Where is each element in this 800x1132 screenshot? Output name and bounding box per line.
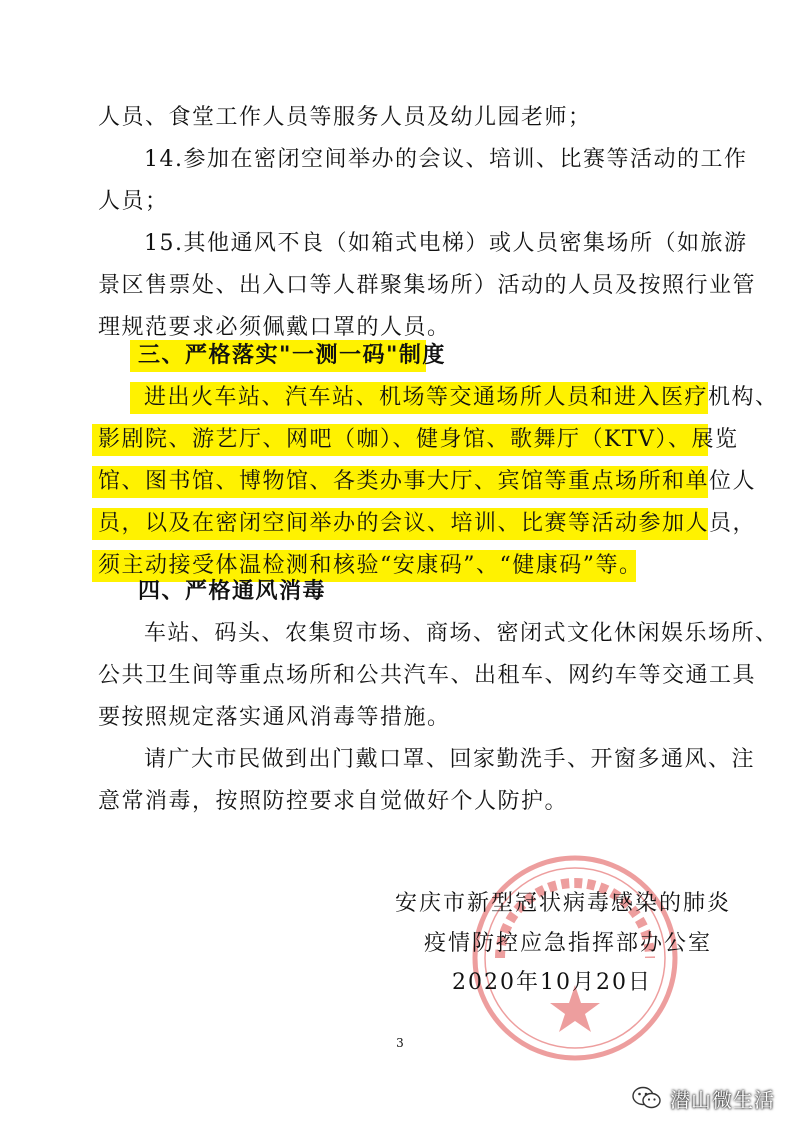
body-line: 车站、码头、农集贸市场、商场、密闭式文化休闲娱乐场所、 bbox=[144, 621, 779, 646]
body-line: 人员、食堂工作人员等服务人员及幼儿园老师； bbox=[98, 105, 592, 130]
body-line: 公共卫生间等重点场所和公共汽车、出租车、网约车等交通工具 bbox=[98, 663, 757, 688]
highlighted-line: 员，以及在密闭空间举办的会议、培训、比赛等活动参加人员， bbox=[98, 511, 757, 536]
highlighted-line: 影剧院、游艺厅、网吧（咖）、健身馆、歌舞厅（KTV）、展览 bbox=[98, 427, 739, 452]
page-number: 3 bbox=[396, 1036, 404, 1050]
wechat-icon bbox=[632, 1085, 662, 1111]
body-line: 理规范要求必须佩戴口罩的人员。 bbox=[98, 315, 451, 340]
body-line: 人员； bbox=[98, 189, 169, 214]
body-line: 意常消毒，按照防控要求自觉做好个人防护。 bbox=[98, 789, 569, 814]
body-line: 14.参加在密闭空间举办的会议、培训、比赛等活动的工作 bbox=[144, 147, 748, 172]
body-line: 请广大市民做到出门戴口罩、回家勤洗手、开窗多通风、注 bbox=[144, 747, 756, 772]
section-heading: 三、严格落实"一测一码"制度 bbox=[138, 343, 446, 368]
body-line: 要按照规定落实通风消毒等措施。 bbox=[98, 705, 451, 730]
watermark-text: 潜山微生活 bbox=[670, 1087, 775, 1112]
signature-date: 2020年10月20日 bbox=[452, 970, 652, 995]
highlighted-line: 进出火车站、汽车站、机场等交通场所人员和进入医疗机构、 bbox=[144, 385, 779, 410]
highlighted-line: 馆、图书馆、博物馆、各类办事大厅、宾馆等重点场所和单位人 bbox=[98, 469, 757, 494]
body-line: 景区售票处、出入口等人群聚集场所）活动的人员及按照行业管 bbox=[98, 273, 757, 298]
signature-org: 安庆市新型冠状病毒感染的肺炎 bbox=[395, 891, 732, 916]
highlighted-line: 须主动接受体温检测和核验“安康码”、“健康码”等。 bbox=[98, 553, 643, 578]
section-heading: 四、严格通风消毒 bbox=[138, 579, 327, 604]
body-line: 15.其他通风不良（如箱式电梯）或人员密集场所（如旅游 bbox=[144, 231, 748, 256]
signature-org: 疫情防控应急指挥部办公室 bbox=[424, 931, 713, 956]
watermark bbox=[632, 1080, 775, 1116]
